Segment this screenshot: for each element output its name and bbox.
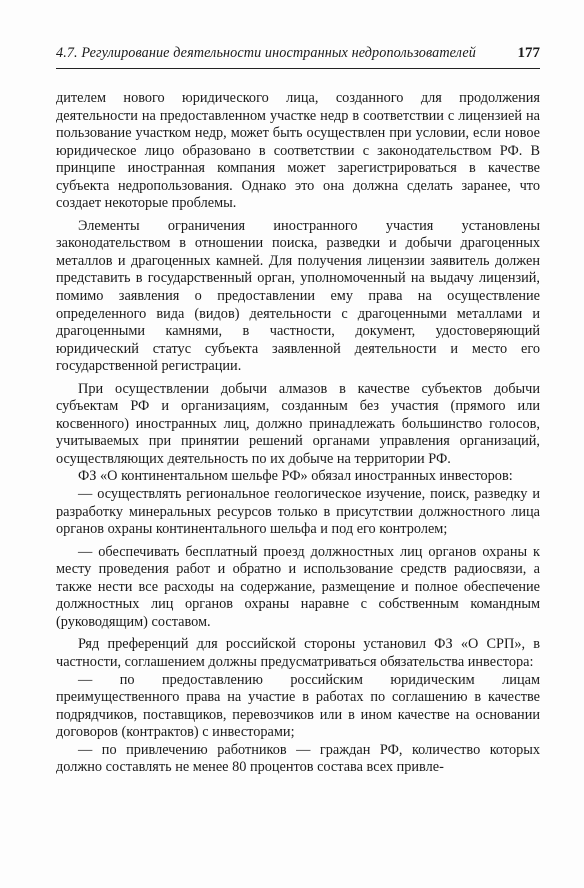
list-item: — по привлечению работников — граждан РФ, количество которых должно составлять не менее 80 процентов состава всех привле- bbox=[56, 741, 540, 776]
list-item: — обеспечивать бесплатный проезд должностных лиц органов охраны к месту проведения работ и обратно и использование средств радиосвязи, а также нести все расходы на содержание, размещение и полное обеспечение должностных лиц органов охраны наравне с собственным командным (руководящим) составом. bbox=[56, 543, 540, 630]
list-item: — осуществлять региональное геологическое изучение, поиск, разведку и разработку минеральных ресурсов только в присутствии должностного лица органов охраны континентального шельфа и под его контролем; bbox=[56, 486, 540, 538]
paragraph: дителем нового юридического лица, созданного для продолжения деятельности на предоставленном участке недр в соответствии с лицензией на пользование участком недр, может быть осуществлен при условии, если новое юридическое лицо образовано в соответствии с законодательством РФ. В принципе иностранная компания может зарегистрироваться в качестве субъекта недропользования. Однако это она должна сделать заранее, что создает некоторые проблемы. bbox=[56, 90, 540, 212]
paragraph: Ряд преференций для российской стороны установил ФЗ «О СРП», в частности, соглашением должны предусматриваться обязательства инвестора: bbox=[56, 636, 540, 670]
paragraph: ФЗ «О континентальном шельфе РФ» обязал иностранных инвесторов: bbox=[78, 468, 513, 485]
list-item: — по предоставлению российским юридическим лицам преимущественного права на участие в работах по соглашению в качестве подрядчиков, поставщиков, перевозчиков или в ином качестве на основании договоров (контрактов) с инвесторами; bbox=[56, 671, 540, 741]
body-text bbox=[56, 90, 540, 777]
running-header bbox=[56, 44, 540, 62]
header-rule bbox=[56, 68, 540, 69]
paragraph: При осуществлении добычи алмазов в качестве субъектов добычи субъектам РФ и организациям, созданным без участия (прямого или косвенного) иностранных лиц, должно принадлежать большинство голосов, учитываемых при принятии решений органами управления организаций, осуществляющих деятельность по их добыче на территории РФ. bbox=[56, 380, 540, 467]
section-title: 4.7. Регулирование деятельности иностранных недропользователей bbox=[56, 45, 476, 61]
page-number: 177 bbox=[517, 45, 540, 61]
paragraph: Элементы ограничения иностранного участия установлены законодательством в отношении поиска, разведки и добычи драгоценных металлов и драгоценных камней. Для получения лицензии заявитель должен представить в государственный орган, уполномоченный на выдачу лицензий, помимо заявления о предоставлении ему права на осуществление определенного вида (видов) деятельности с драгоценными металлами и драгоценными камнями, в частности, документ, удостоверяющий юридический статус субъекта заявленной деятельности и место его государственной регистрации. bbox=[56, 217, 540, 375]
